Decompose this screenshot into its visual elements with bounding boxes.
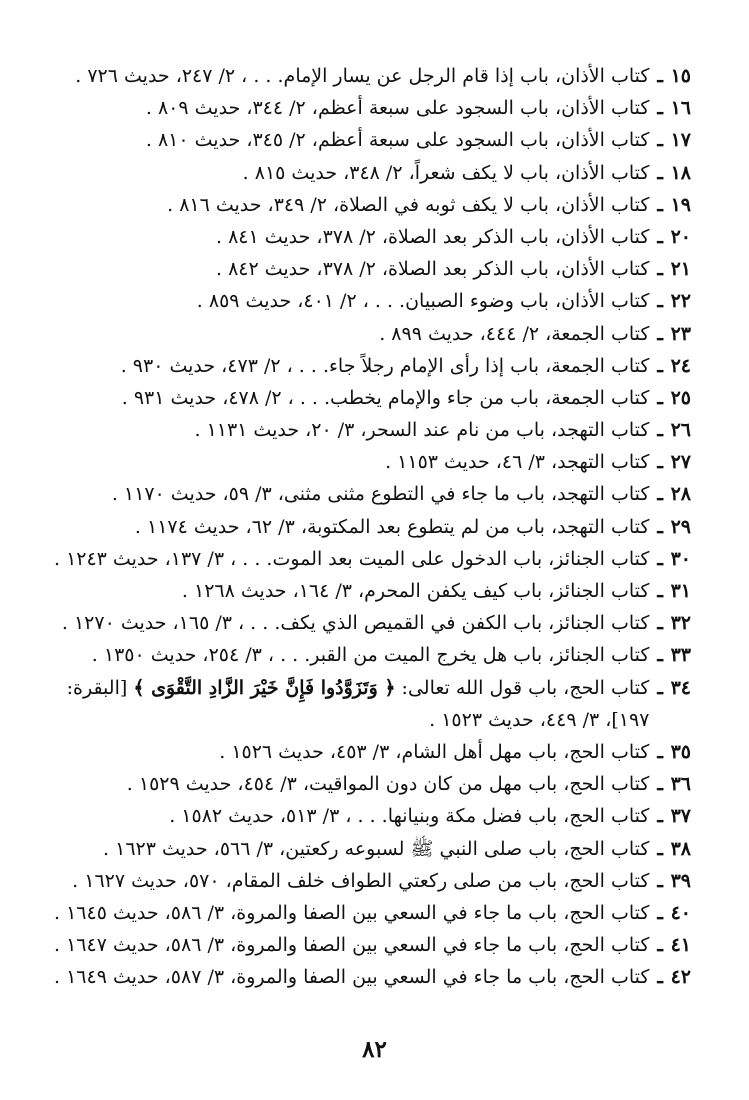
entry-dash: ـ — [657, 869, 663, 892]
entry-number: ١٧ — [670, 129, 691, 152]
reference-entry — [51, 543, 691, 575]
reference-entry — [51, 575, 691, 607]
reference-entry — [51, 253, 691, 285]
entry-text: كتاب الجمعة، باب إذا رأى الإمام رجلاً جاء. . . ، ٢/ ٤٧٣، حديث ٩٣٠ . — [120, 354, 650, 377]
entry-text: كتاب الحج، باب ما جاء في السعي بين الصفا والمروة، ٣/ ٥٨٧، حديث ١٦٤٩ . — [54, 966, 650, 989]
entry-number: ٢٨ — [670, 483, 691, 506]
entry-text: كتاب الأذان، باب لا يكف ثوبه في الصلاة، ٢/ ٣٤٩، حديث ٨١٦ . — [167, 193, 650, 216]
reference-entry — [51, 736, 691, 768]
entry-dash: ـ — [657, 515, 663, 538]
entry-text: كتاب الحج، باب مهل من كان دون المواقيت، ٣/ ٤٥٤، حديث ١٥٢٩ . — [126, 773, 650, 796]
reference-entry — [51, 607, 691, 639]
entry-number: ١٩ — [670, 193, 691, 216]
entry-dash: ـ — [657, 805, 663, 828]
entry-dash: ـ — [657, 161, 663, 184]
entry-number: ٤٠ — [670, 901, 691, 924]
entry-text: كتاب الحج، باب مهل أهل الشام، ٣/ ٤٥٣، حديث ١٥٢٦ . — [219, 740, 650, 763]
reference-entry — [51, 511, 691, 543]
entry-number: ٤١ — [670, 934, 691, 957]
entry-dash: ـ — [657, 97, 663, 120]
reference-entry — [51, 221, 691, 253]
entry-number: ٣٣ — [670, 644, 691, 667]
entry-dash: ـ — [657, 837, 663, 860]
entry-text: كتاب الجنائز، باب هل يخرج الميت من القبر. . . ، ٣/ ٢٥٤، حديث ١٣٥٠ . — [91, 644, 650, 667]
entry-text: كتاب الجمعة، ٢/ ٤٤٤، حديث ٨٩٩ . — [379, 322, 650, 345]
reference-entry — [51, 92, 691, 124]
entry-dash: ـ — [657, 193, 663, 216]
entry-text: كتاب الحج، باب ما جاء في السعي بين الصفا والمروة، ٣/ ٥٨٦، حديث ١٦٤٥ . — [54, 901, 650, 924]
entry-number: ٢٤ — [670, 354, 691, 377]
entry-number: ٣٨ — [670, 837, 691, 860]
reference-entry — [51, 833, 691, 865]
entry-dash: ـ — [657, 290, 663, 313]
entry-dash: ـ — [657, 547, 663, 570]
entry-number: ٣٠ — [670, 547, 691, 570]
entry-dash: ـ — [657, 966, 663, 989]
entry-dash: ـ — [657, 580, 663, 602]
reference-entry — [51, 189, 691, 221]
entry-text: كتاب الأذان، باب لا يكف شعراً، ٢/ ٣٤٨، حديث ٨١٥ . — [242, 161, 650, 184]
entry-number: ٣١ — [670, 580, 691, 602]
reference-entry — [51, 157, 691, 189]
entry-number: ٣٩ — [670, 869, 691, 892]
entry-dash: ـ — [657, 354, 663, 377]
entry-number: ٢٠ — [670, 225, 691, 248]
entry-dash: ـ — [657, 934, 663, 957]
entry-dash: ـ — [657, 676, 663, 699]
entry-text: كتاب الأذان، باب السجود على سبعة أعظم، ٢/ ٣٤٥، حديث ٨١٠ . — [145, 129, 650, 152]
page-number: ٨٢ — [362, 1036, 387, 1063]
reference-entry — [51, 768, 691, 800]
entry-text: كتاب الأذان، باب الذكر بعد الصلاة، ٢/ ٣٧٨، حديث ٨٤١ . — [215, 225, 650, 248]
entry-dash: ـ — [657, 773, 663, 796]
entry-number: ١٨ — [670, 161, 691, 184]
reference-entry — [51, 865, 691, 897]
entry-text: كتاب الحج، باب صلى النبي ﷺ لسبوعه ركعتين، ٣/ ٥٦٦، حديث ١٦٢٣ . — [103, 837, 650, 860]
reference-entry — [51, 639, 691, 671]
entry-text: كتاب الحج، باب من صلى ركعتي الطواف خلف المقام، ٥٧٠، حديث ١٦٢٧ . — [72, 869, 650, 892]
reference-entry — [51, 672, 691, 736]
entry-dash: ـ — [657, 612, 663, 635]
entry-dash: ـ — [657, 225, 663, 248]
reference-entry — [51, 60, 691, 92]
entry-text: كتاب الحج، باب ما جاء في السعي بين الصفا والمروة، ٣/ ٥٨٦، حديث ١٦٤٧ . — [54, 934, 650, 957]
entry-number: ٣٤ — [670, 676, 691, 699]
entry-dash: ـ — [657, 386, 663, 409]
entry-number: ٣٢ — [670, 612, 691, 635]
entry-text: كتاب الأذان، باب وضوء الصبيان. . . ، ٢/ ٤٠١، حديث ٨٥٩ . — [196, 290, 650, 313]
entry-text — [51, 672, 649, 736]
entry-number: ٣٦ — [670, 773, 691, 796]
reference-entry — [51, 929, 691, 961]
entry-number: ٢٣ — [670, 322, 691, 345]
entry-number: ١٥ — [670, 65, 691, 87]
entry-dash: ـ — [657, 644, 663, 667]
reference-entry — [51, 446, 691, 478]
reference-list — [51, 60, 691, 993]
entry-number: ٤٢ — [670, 966, 691, 989]
entry-text: كتاب الجنائز، باب الكفن في القميص الذي يكف. . . ، ٣/ ١٦٥، حديث ١٢٧٠ . — [61, 612, 650, 635]
entry-dash: ـ — [657, 740, 663, 763]
entry-number: ٣٥ — [670, 740, 691, 763]
entry-number: ٣٧ — [670, 805, 691, 828]
entry-text: كتاب الأذان، باب الذكر بعد الصلاة، ٢/ ٣٧٨، حديث ٨٤٢ . — [215, 258, 650, 281]
entry-dash: ـ — [657, 451, 663, 474]
entry-text: كتاب الأذان، باب إذا قام الرجل عن يسار الإمام. . . ، ٢/ ٢٤٧، حديث ٧٢٦ . — [75, 65, 650, 87]
entry-text-before-verse: كتاب الحج، باب قول الله تعالى: — [401, 676, 650, 699]
entry-text: كتاب الجنائز، باب كيف يكفن المحرم، ٣/ ١٦٤، حديث ١٢٦٨ . — [181, 580, 650, 602]
reference-entry — [51, 800, 691, 832]
reference-entry — [51, 285, 691, 317]
entry-number: ٢٩ — [670, 515, 691, 538]
entry-dash: ـ — [657, 419, 663, 442]
reference-entry — [51, 318, 691, 350]
entry-text: كتاب الجنائز، باب الدخول على الميت بعد الموت. . . ، ٣/ ١٣٧، حديث ١٢٤٣ . — [53, 547, 650, 570]
reference-entry — [51, 897, 691, 929]
entry-number: ٢٢ — [670, 290, 691, 313]
reference-entry — [51, 124, 691, 156]
entry-text: كتاب التهجد، باب من لم يتطوع بعد المكتوبة، ٣/ ٦٢، حديث ١١٧٤ . — [134, 515, 650, 538]
reference-entry — [51, 350, 691, 382]
entry-dash: ـ — [657, 483, 663, 506]
entry-number: ٢٥ — [670, 386, 691, 409]
entry-text: كتاب الجمعة، باب من جاء والإمام يخطب. . . ، ٢/ ٤٧٨، حديث ٩٣١ . — [121, 386, 650, 409]
entry-dash: ـ — [657, 129, 663, 152]
entry-dash: ـ — [657, 65, 663, 87]
entry-text: كتاب الحج، باب فضل مكة وبنيانها. . . ، ٣/ ٥١٣، حديث ١٥٨٢ . — [169, 805, 650, 828]
entry-text: كتاب التهجد، باب من نام عند السحر، ٣/ ٢٠، حديث ١١٣١ . — [194, 419, 650, 442]
entry-text: كتاب التهجد، ٣/ ٤٦، حديث ١١٥٣ . — [385, 451, 650, 474]
entry-text: كتاب التهجد، باب ما جاء في التطوع مثنى مثنى، ٣/ ٥٩، حديث ١١٧٠ . — [111, 483, 650, 506]
entry-number: ٢٦ — [670, 419, 691, 442]
entry-dash: ـ — [657, 901, 663, 924]
entry-dash: ـ — [657, 258, 663, 281]
reference-entry — [51, 478, 691, 510]
entry-text-after-verse: [البقرة: ١٩٧]، ٣/ ٤٤٩، حديث ١٥٢٣ . — [66, 676, 650, 731]
entry-number: ٢٧ — [670, 451, 691, 474]
entry-number: ٢١ — [670, 258, 691, 281]
entry-text: كتاب الأذان، باب السجود على سبعة أعظم، ٢/ ٣٤٤، حديث ٨٠٩ . — [145, 97, 650, 120]
reference-entry — [51, 414, 691, 446]
reference-entry — [51, 961, 691, 993]
entry-dash: ـ — [657, 322, 663, 345]
reference-entry — [51, 382, 691, 414]
quran-verse: ﴿ وَتَزَوَّدُوا فَإِنَّ خَيْرَ الزَّادِ التَّقْوَى ﴾ — [133, 676, 396, 699]
entry-number: ١٦ — [670, 97, 691, 120]
